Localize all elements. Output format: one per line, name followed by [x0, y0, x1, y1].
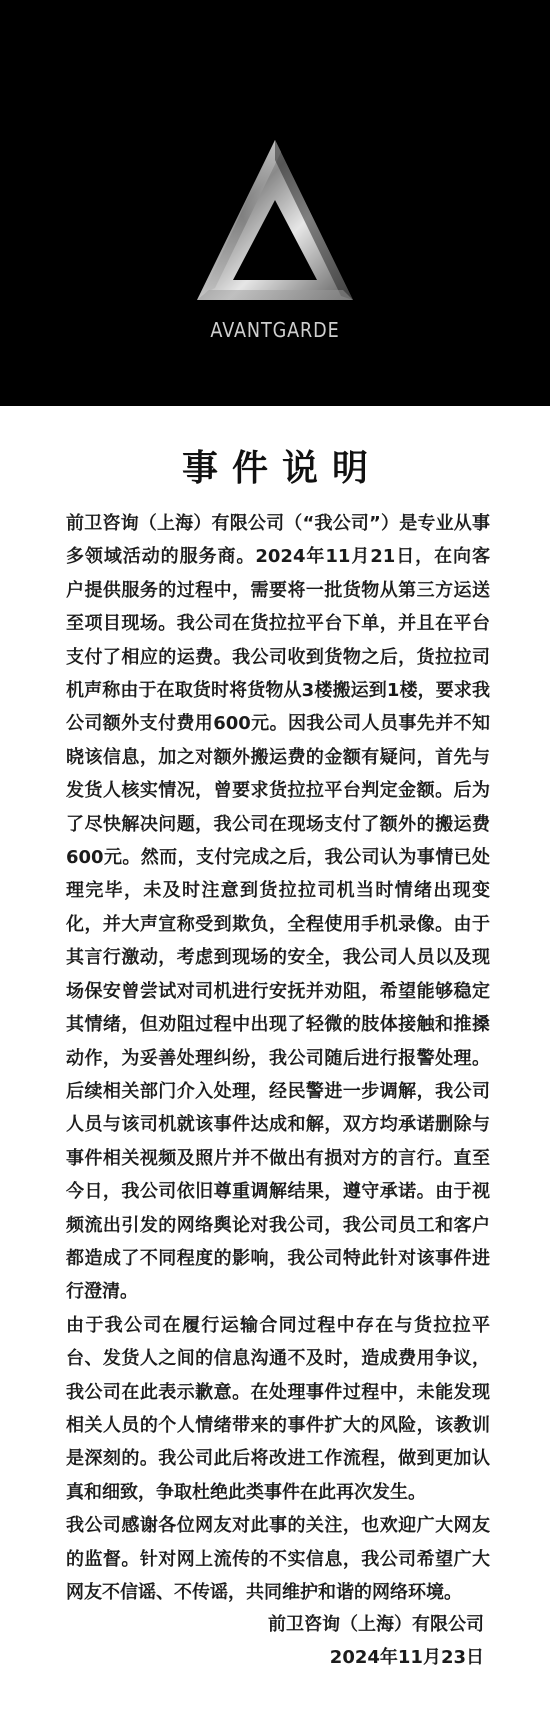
paragraph-2: 由于我公司在履行运输合同过程中存在与货拉拉平台、发货人之间的信息沟通不及时，造成费用争议，我公司在此表示歉意。在处理事件过程中，未能发现相关人员的个人情绪带来的事件扩大的风险，该教训是深刻的。我公司此后将改进工作流程，做到更加认真和细致，争取杜绝此类事件在此再次发生。 [66, 1314, 490, 1503]
header-banner [0, 0, 550, 406]
signature-date: 2024年11月23日 [329, 1647, 484, 1668]
triangle-logo-icon [195, 138, 355, 308]
statement-body [66, 507, 490, 1609]
paragraph-3: 我公司感谢各位网友对此事的关注，也欢迎广大网友的监督。针对网上流传的不实信息，我公司希望广大网友不信谣、不传谣，共同维护和谐的网络环境。 [66, 1515, 490, 1603]
signature-company: 前卫咨询（上海）有限公司 [268, 1614, 484, 1635]
signature-block [268, 1608, 484, 1674]
logo-wordmark: AVANTGARDE [210, 318, 340, 342]
paragraph-1: 前卫咨询（上海）有限公司（“我公司”）是专业从事多领域活动的服务商。2024年11月21日，在向客户提供服务的过程中，需要将一批货物从第三方运送至项目现场。我公司在货拉拉平台下单，并且在平台支付了相应的运费。我公司收到货物之后，货拉拉司机声称由于在取货时将货物从3楼搬运到1楼，要求我公司额外支付费用600元。因我公司人员事先并不知晓该信息，加之对额外搬运费的金额有疑问，首先与发货人核实情况，曾要求货拉拉平台判定金额。后为了尽快解决问题，我公司在现场支付了额外的搬运费600元。然而，支付完成之后，我公司认为事情已处理完毕，未及时注意到货拉拉司机当时情绪出现变化，并大声宣称受到欺负，全程使用手机录像。由于其言行激动，考虑到现场的安全，我公司人员以及现场保安曾尝试对司机进行安抚并劝阻，希望能够稳定其情绪，但劝阻过程中出现了轻微的肢体接触和推搡动作，为妥善处理纠纷，我公司随后进行报警处理。后续相关部门介入处理，经民警进一步调解，我公司人员与该司机就该事件达成和解，双方均承诺删除与事件相关视频及照片并不做出有损对方的言行。直至今日，我公司依旧尊重调解结果，遵守承诺。由于视频流出引发的网络舆论对我公司，我公司员工和客户都造成了不同程度的影响，我公司特此针对该事件进行澄清。 [66, 513, 490, 1303]
page-title: 事件说明 [181, 448, 382, 489]
